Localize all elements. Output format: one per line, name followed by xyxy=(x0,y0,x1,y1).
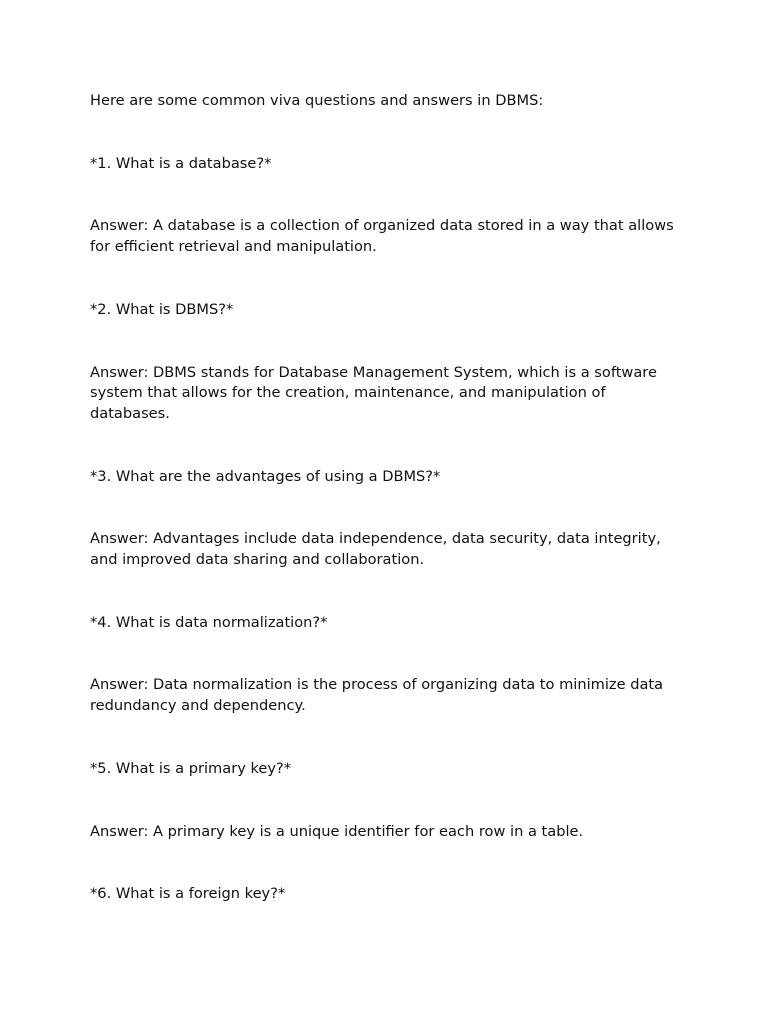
answer-3: Answer: Advantages include data independence, data security, data integrity, and improved data sharing and collaboration. xyxy=(90,530,661,569)
answer-1: Answer: A database is a collection of organized data stored in a way that allows for efficient retrieval and manipulation. xyxy=(90,217,674,256)
question-3: *3. What are the advantages of using a DBMS?* xyxy=(90,467,441,485)
question-5: *5. What is a primary key?* xyxy=(90,759,292,777)
answer-2: Answer: DBMS stands for Database Management System, which is a software system that allows for the creation, maintenance, and manipulation of databases. xyxy=(90,363,657,422)
question-6: *6. What is a foreign key?* xyxy=(90,885,286,903)
answer-4: Answer: Data normalization is the process of organizing data to minimize data redundancy and dependency. xyxy=(90,676,664,715)
question-1: *1. What is a database?* xyxy=(90,154,272,172)
document-page xyxy=(90,91,690,947)
intro-text: Here are some common viva questions and answers in DBMS: xyxy=(90,92,544,109)
question-4: *4. What is data normalization?* xyxy=(90,613,328,631)
answer-5: Answer: A primary key is a unique identifier for each row in a table. xyxy=(90,822,584,840)
question-2: *2. What is DBMS?* xyxy=(90,300,234,318)
